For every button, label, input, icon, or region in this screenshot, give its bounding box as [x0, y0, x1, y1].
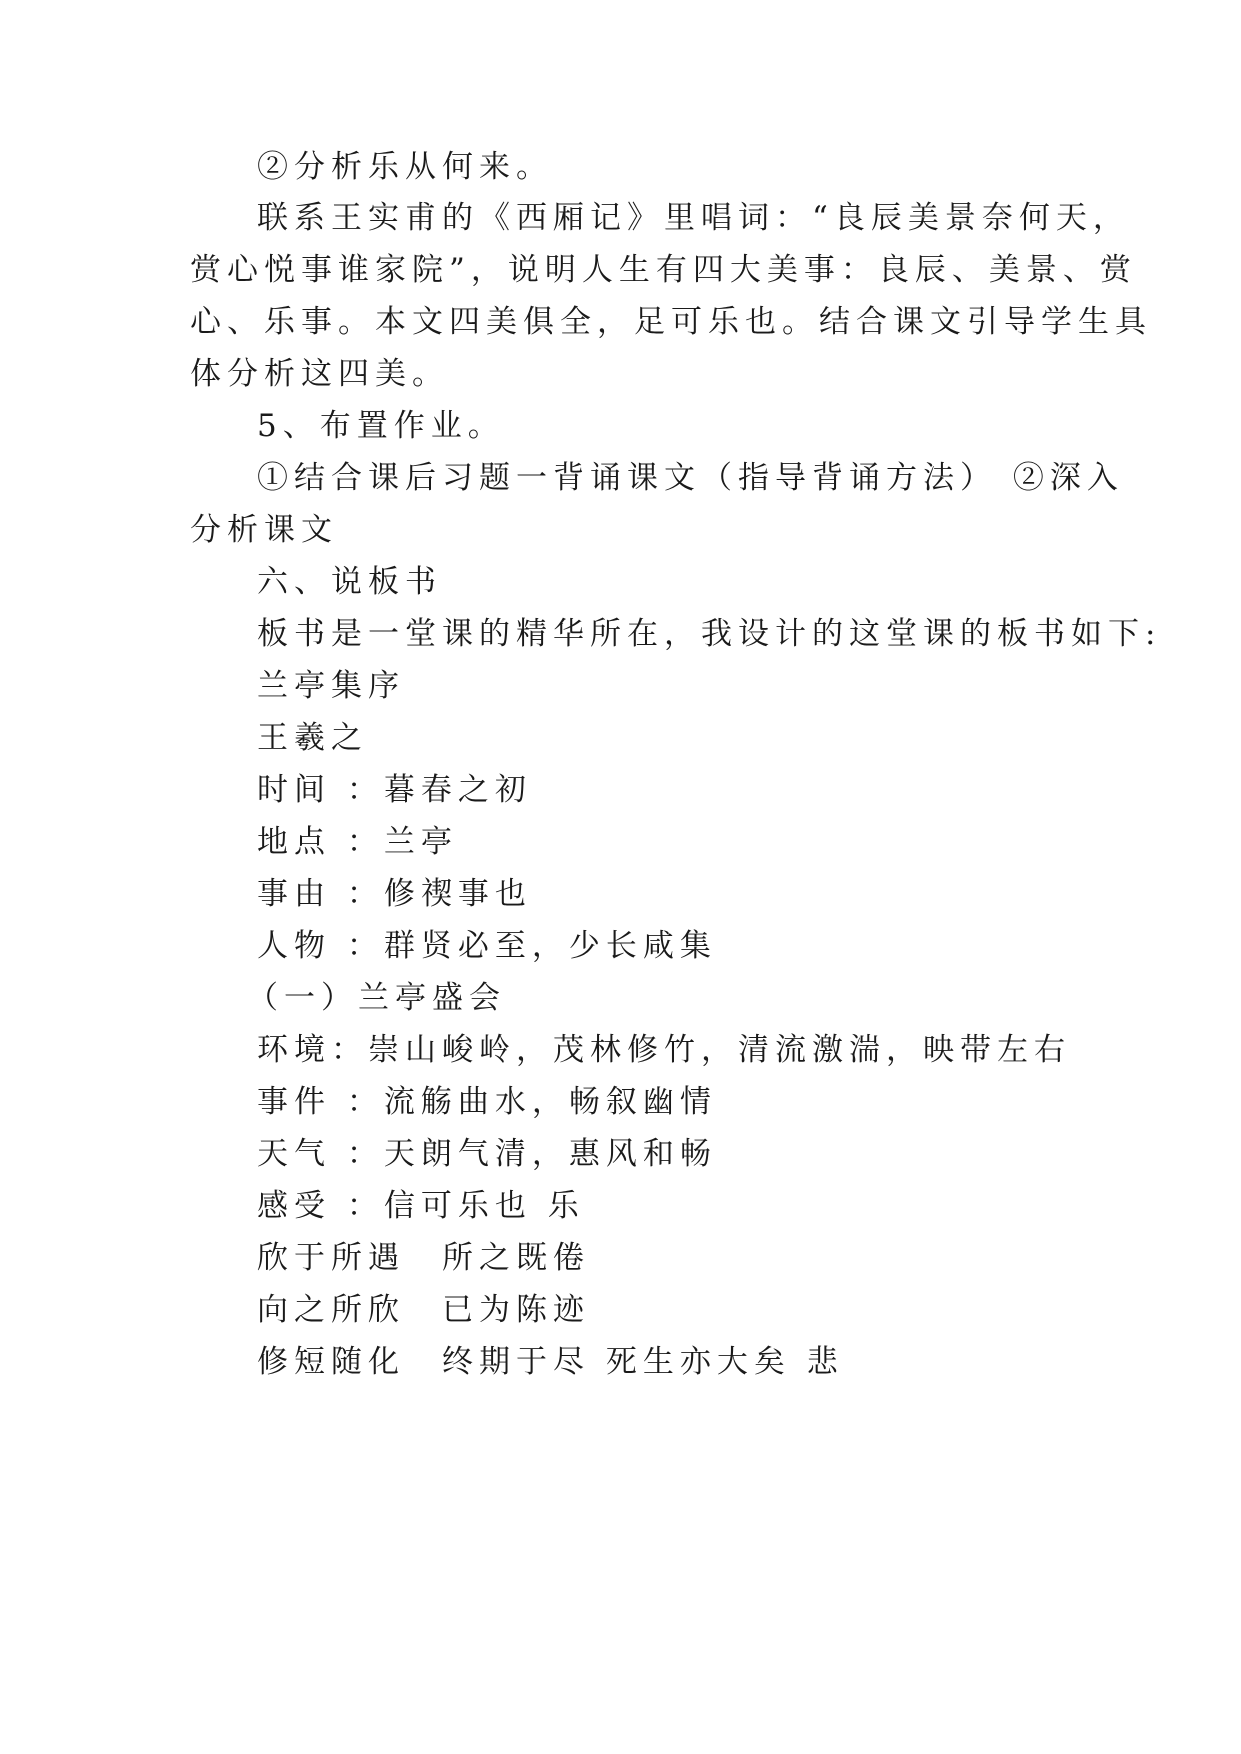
board-author: 王羲之 — [257, 720, 368, 756]
text-line-10: 板书是一堂课的精华所在，我设计的这堂课的板书如下: — [257, 616, 1162, 652]
text-line-7: ①结合课后习题一背诵课文（指导背诵方法） ②深入 — [257, 460, 1124, 496]
board-subheading: （一）兰亭盛会 — [247, 980, 506, 1016]
board-line-place: 地点 ：兰亭 — [257, 824, 458, 860]
board-line-sorrow: 修短随化 终期于尽 死生亦大矣 悲 — [257, 1344, 844, 1380]
board-line-feeling: 感受 ：信可乐也 乐 — [257, 1188, 585, 1224]
board-line-time: 时间 ：暮春之初 — [257, 772, 532, 808]
board-line-weather: 天气 ：天朗气清，惠风和畅 — [257, 1136, 717, 1172]
board-line-reason: 事由 ：修禊事也 — [257, 876, 532, 912]
board-line-environment: 环境：崇山峻岭，茂林修竹，清流激湍，映带左右 — [257, 1032, 1071, 1068]
text-line-6: 5、布置作业。 — [257, 408, 505, 444]
text-line-4: 心、乐事。本文四美俱全，足可乐也。结合课文引导学生具 — [190, 304, 1152, 340]
text-line-1: ②分析乐从何来。 — [257, 149, 553, 185]
text-line-2: 联系王实甫的《西厢记》里唱词：“良辰美景奈何天， — [257, 200, 1130, 236]
text-line-3: 赏心悦事谁家院”，说明人生有四大美事：良辰、美景、赏 — [190, 252, 1137, 288]
board-line-joy-1: 欣于所遇 所之既倦 — [257, 1240, 590, 1276]
board-line-event: 事件 ：流觞曲水，畅叙幽情 — [257, 1084, 717, 1120]
section-heading: 六、说板书 — [257, 564, 442, 600]
board-line-joy-2: 向之所欣 已为陈迹 — [257, 1292, 590, 1328]
text-line-5: 体分析这四美。 — [190, 356, 449, 392]
text-line-8: 分析课文 — [190, 512, 338, 548]
board-title: 兰亭集序 — [257, 668, 405, 704]
board-line-people: 人物 ：群贤必至，少长咸集 — [257, 928, 717, 964]
